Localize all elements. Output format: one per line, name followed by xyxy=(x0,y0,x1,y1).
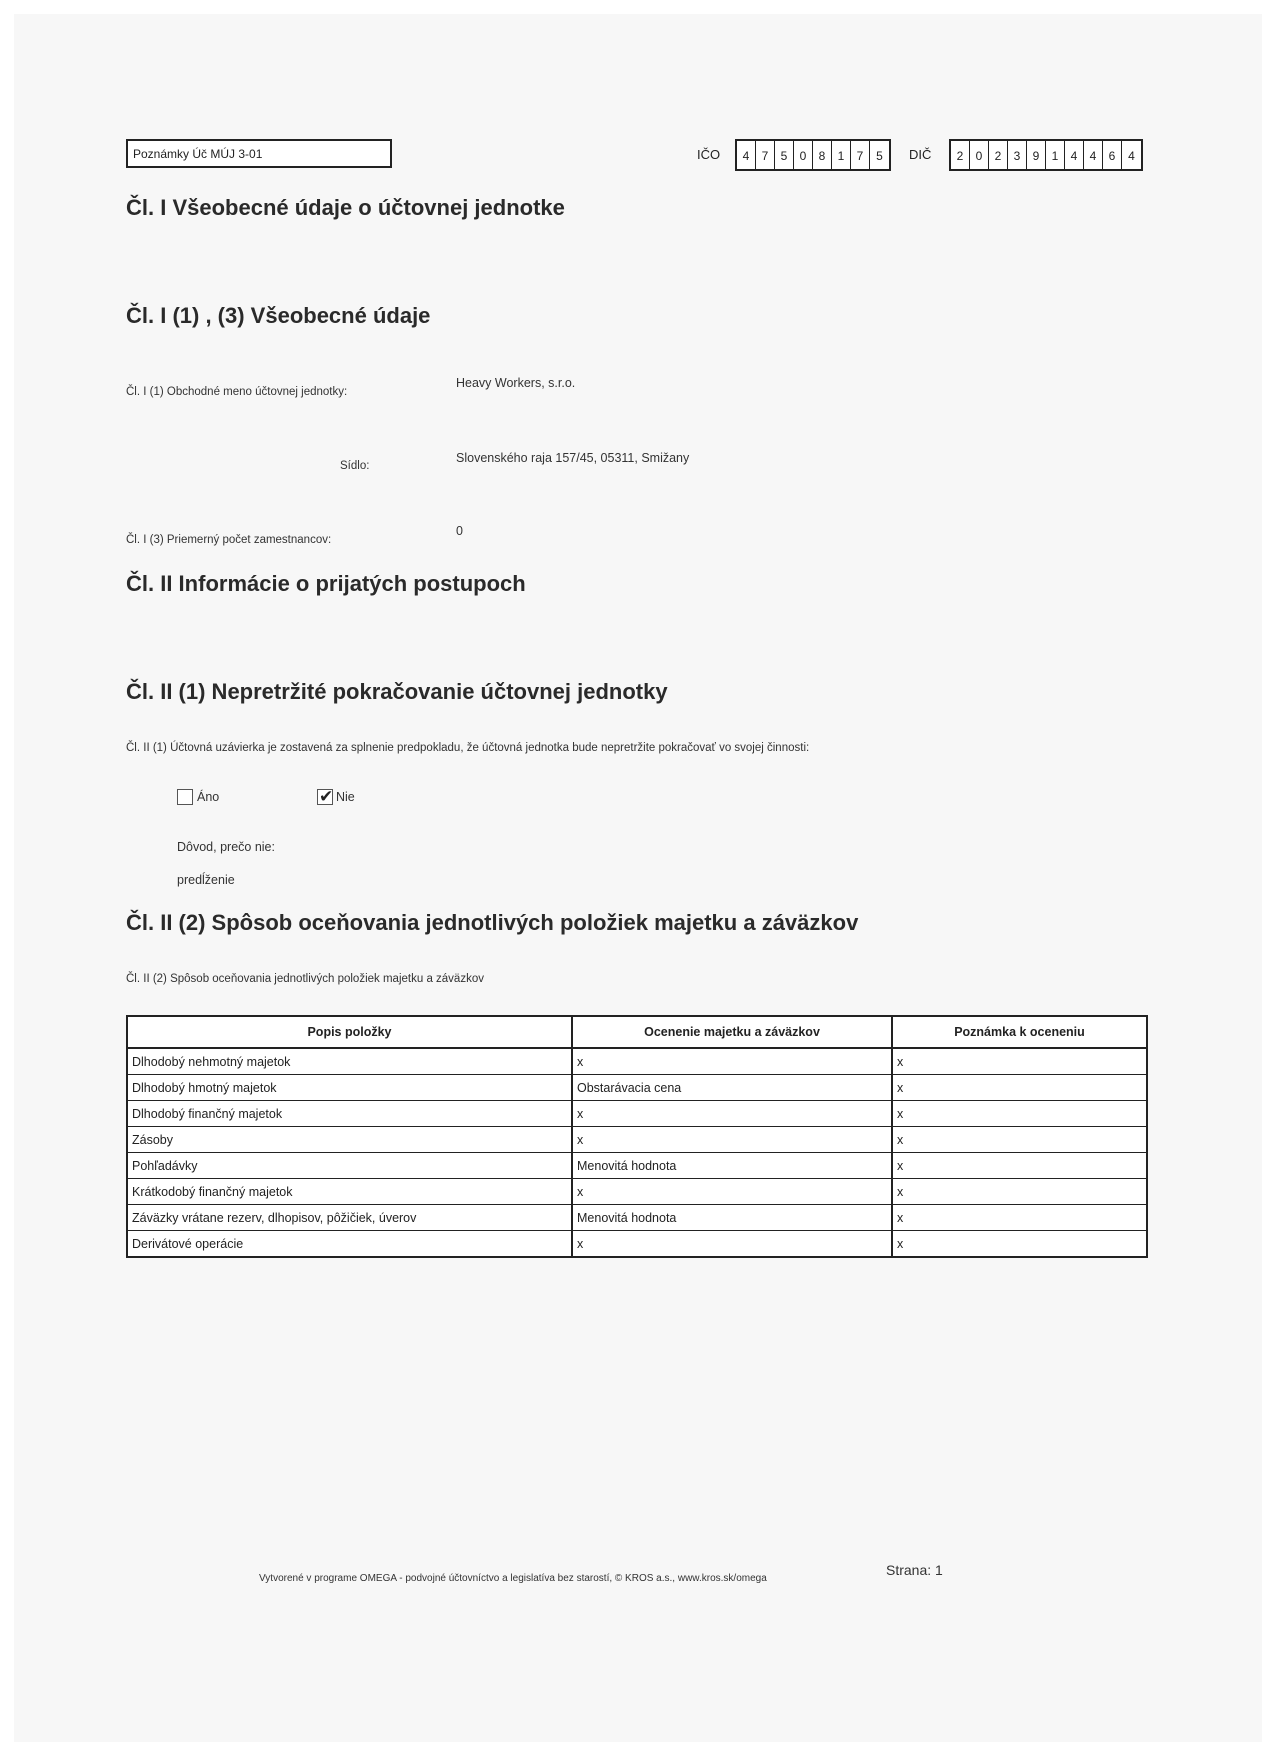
dic-digit: 9 xyxy=(1027,141,1046,169)
table-cell: x xyxy=(892,1205,1147,1231)
dic-digit: 3 xyxy=(1008,141,1027,169)
column-header: Ocenenie majetku a záväzkov xyxy=(572,1016,892,1048)
ico-digit: 8 xyxy=(813,141,832,169)
table-row xyxy=(127,1205,1147,1231)
table-cell: Krátkodobý finančný majetok xyxy=(127,1179,572,1205)
ico-digit: 0 xyxy=(794,141,813,169)
table-cell: x xyxy=(892,1179,1147,1205)
column-header: Poznámka k oceneniu xyxy=(892,1016,1147,1048)
table-cell: Derivátové operácie xyxy=(127,1231,572,1258)
dic-digit: 2 xyxy=(951,141,970,169)
table-cell: x xyxy=(892,1101,1147,1127)
ico-digit: 7 xyxy=(756,141,775,169)
business-name-label: Čl. I (1) Obchodné meno účtovnej jednotky: xyxy=(126,386,348,398)
table-cell: x xyxy=(892,1231,1147,1258)
table-cell: Menovitá hodnota xyxy=(572,1153,892,1179)
business-name-value: Heavy Workers, s.r.o. xyxy=(456,376,576,390)
option-yes-checkbox[interactable] xyxy=(177,789,193,805)
table-row xyxy=(127,1153,1147,1179)
table-row xyxy=(127,1179,1147,1205)
option-no-checkbox[interactable] xyxy=(317,789,333,805)
table-cell: Obstarávacia cena xyxy=(572,1075,892,1101)
dic-digit: 4 xyxy=(1065,141,1084,169)
ico-digit: 7 xyxy=(851,141,870,169)
section-1-subtitle: Čl. I (1) , (3) Všeobecné údaje xyxy=(126,303,431,328)
table-row xyxy=(127,1231,1147,1258)
employees-label: Čl. I (3) Priemerný počet zamestnancov: xyxy=(126,534,332,546)
table-cell: x xyxy=(572,1101,892,1127)
form-code: Poznámky Úč MÚJ 3-01 xyxy=(126,139,392,168)
section-1-title: Čl. I Všeobecné údaje o účtovnej jednotke xyxy=(126,195,565,220)
ico-digits xyxy=(735,139,891,171)
column-header: Popis položky xyxy=(127,1016,572,1048)
option-yes-label: Áno xyxy=(197,790,220,804)
section-2-subtitle-valuation: Čl. II (2) Spôsob oceňovania jednotlivých položiek majetku a záväzkov xyxy=(126,910,859,935)
option-no-label: Nie xyxy=(336,790,355,804)
table-cell: Záväzky vrátane rezerv, dlhopisov, pôžičiek, úverov xyxy=(127,1205,572,1231)
table-cell: Zásoby xyxy=(127,1127,572,1153)
table-cell: Dlhodobý nehmotný majetok xyxy=(127,1048,572,1075)
table-cell: Menovitá hodnota xyxy=(572,1205,892,1231)
checkmark-icon: ✔ xyxy=(319,787,334,806)
valuation-table xyxy=(126,1015,1148,1258)
dic-digits xyxy=(949,139,1143,171)
table-cell: x xyxy=(572,1127,892,1153)
dic-digit: 0 xyxy=(970,141,989,169)
reason-value: predĺženie xyxy=(177,873,235,887)
going-concern-text: Čl. II (1) Účtovná uzávierka je zostavená za splnenie predpokladu, že účtovná jednotka bude nepretržite pokračovať vo svojej činnosti: xyxy=(126,742,810,754)
ico-digit: 4 xyxy=(737,141,756,169)
page-number: Strana: 1 xyxy=(886,1562,943,1578)
table-cell: x xyxy=(892,1075,1147,1101)
table-row xyxy=(127,1101,1147,1127)
footer-credit: Vytvorené v programe OMEGA - podvojné účtovníctvo a legislatíva bez starostí, © KROS a.s., www.kros.sk/omega xyxy=(259,1573,767,1584)
valuation-text: Čl. II (2) Spôsob oceňovania jednotlivých položiek majetku a záväzkov xyxy=(126,973,484,985)
dic-digit: 6 xyxy=(1103,141,1122,169)
table-cell: Dlhodobý hmotný majetok xyxy=(127,1075,572,1101)
table-header-row xyxy=(127,1016,1147,1048)
table-cell: x xyxy=(572,1231,892,1258)
ico-label: IČO xyxy=(697,147,721,162)
table-cell: x xyxy=(892,1127,1147,1153)
table-row xyxy=(127,1048,1147,1075)
table-cell: x xyxy=(572,1179,892,1205)
table-cell: x xyxy=(892,1048,1147,1075)
table-cell: x xyxy=(892,1153,1147,1179)
section-2-subtitle-going-concern: Čl. II (1) Nepretržité pokračovanie účtovnej jednotky xyxy=(126,679,668,704)
table-cell: Dlhodobý finančný majetok xyxy=(127,1101,572,1127)
table-cell: x xyxy=(572,1048,892,1075)
section-2-title: Čl. II Informácie o prijatých postupoch xyxy=(126,571,526,596)
ico-digit: 5 xyxy=(876,149,883,163)
seat-value: Slovenského raja 157/45, 05311, Smižany xyxy=(456,451,690,465)
dic-digit: 2 xyxy=(989,141,1008,169)
dic-digit: 1 xyxy=(1046,141,1065,169)
seat-label: Sídlo: xyxy=(340,460,370,472)
table-row xyxy=(127,1127,1147,1153)
table-cell: Pohľadávky xyxy=(127,1153,572,1179)
reason-label: Dôvod, prečo nie: xyxy=(177,840,275,854)
dic-label: DIČ xyxy=(909,147,932,162)
dic-digit: 4 xyxy=(1128,149,1135,163)
employees-value: 0 xyxy=(456,524,463,538)
table-row xyxy=(127,1075,1147,1101)
ico-digit: 1 xyxy=(832,141,851,169)
ico-digit: 5 xyxy=(775,141,794,169)
dic-digit: 4 xyxy=(1084,141,1103,169)
